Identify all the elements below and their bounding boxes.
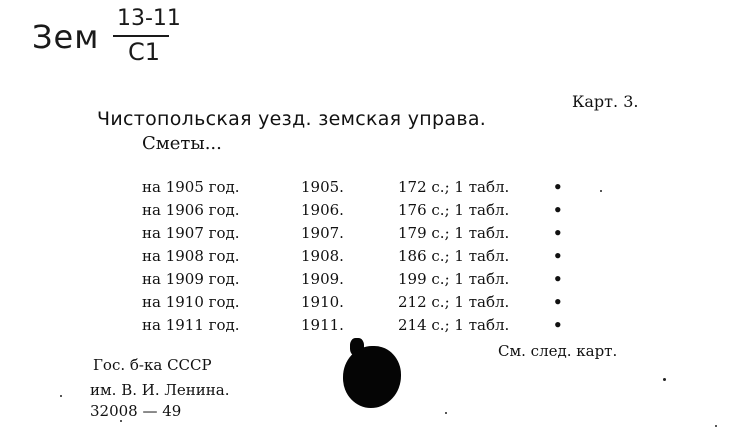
ink-blot: [343, 346, 401, 408]
shelf-mark-denominator: C1: [128, 38, 161, 66]
entry-year: 1911.: [301, 316, 344, 334]
card-subheading: Сметы...: [142, 133, 222, 154]
entry-year: 1910.: [301, 293, 344, 311]
stamp-line-library: Гос. б-ка СССР: [93, 356, 212, 374]
entry-label: на 1908 год.: [142, 247, 240, 265]
entry-pages: 176 с.; 1 табл.: [398, 201, 510, 219]
card-number: Карт. 3.: [572, 92, 639, 111]
entry-mark: •: [553, 270, 563, 288]
entry-mark: •: [553, 247, 563, 265]
scan-speck: [600, 190, 602, 192]
entry-year: 1909.: [301, 270, 344, 288]
entry-label: на 1909 год.: [142, 270, 240, 288]
shelf-mark-word: Зем: [32, 18, 100, 56]
card-heading: Чистопольская уезд. земская управа.: [97, 108, 487, 130]
stamp-line-number: 32008 — 49: [90, 402, 182, 420]
see-next-card-note: См. след. карт.: [498, 342, 618, 360]
scan-speck: [445, 412, 447, 414]
list-item: [0, 201, 750, 223]
entry-pages: 186 с.; 1 табл.: [398, 247, 510, 265]
entry-label: на 1911 год.: [142, 316, 240, 334]
entry-pages: 179 с.; 1 табл.: [398, 224, 510, 242]
list-item: [0, 224, 750, 246]
entry-mark: •: [553, 178, 563, 196]
entry-label: на 1906 год.: [142, 201, 240, 219]
list-item: [0, 247, 750, 269]
entry-pages: 172 с.; 1 табл.: [398, 178, 510, 196]
entry-mark: •: [553, 293, 563, 311]
entry-mark: •: [553, 316, 563, 334]
entry-mark: •: [553, 201, 563, 219]
scan-speck: [60, 395, 62, 397]
list-item: [0, 178, 750, 200]
entry-label: на 1905 год.: [142, 178, 240, 196]
scan-speck: [715, 425, 717, 427]
list-item: [0, 270, 750, 292]
entry-mark: •: [553, 224, 563, 242]
shelf-mark-numerator: 13-11: [117, 6, 181, 31]
shelf-mark-fraction-line: [113, 35, 169, 37]
entry-year: 1906.: [301, 201, 344, 219]
entry-year: 1907.: [301, 224, 344, 242]
entry-pages: 212 с.; 1 табл.: [398, 293, 510, 311]
entry-pages: 214 с.; 1 табл.: [398, 316, 510, 334]
stamp-line-name: им. В. И. Ленина.: [90, 381, 230, 399]
list-item: [0, 293, 750, 315]
entry-label: на 1907 год.: [142, 224, 240, 242]
scan-speck: [663, 378, 666, 381]
scan-speck: [120, 420, 122, 422]
entry-year: 1905.: [301, 178, 344, 196]
list-item: [0, 316, 750, 338]
entry-year: 1908.: [301, 247, 344, 265]
entry-pages: 199 с.; 1 табл.: [398, 270, 510, 288]
entry-label: на 1910 год.: [142, 293, 240, 311]
